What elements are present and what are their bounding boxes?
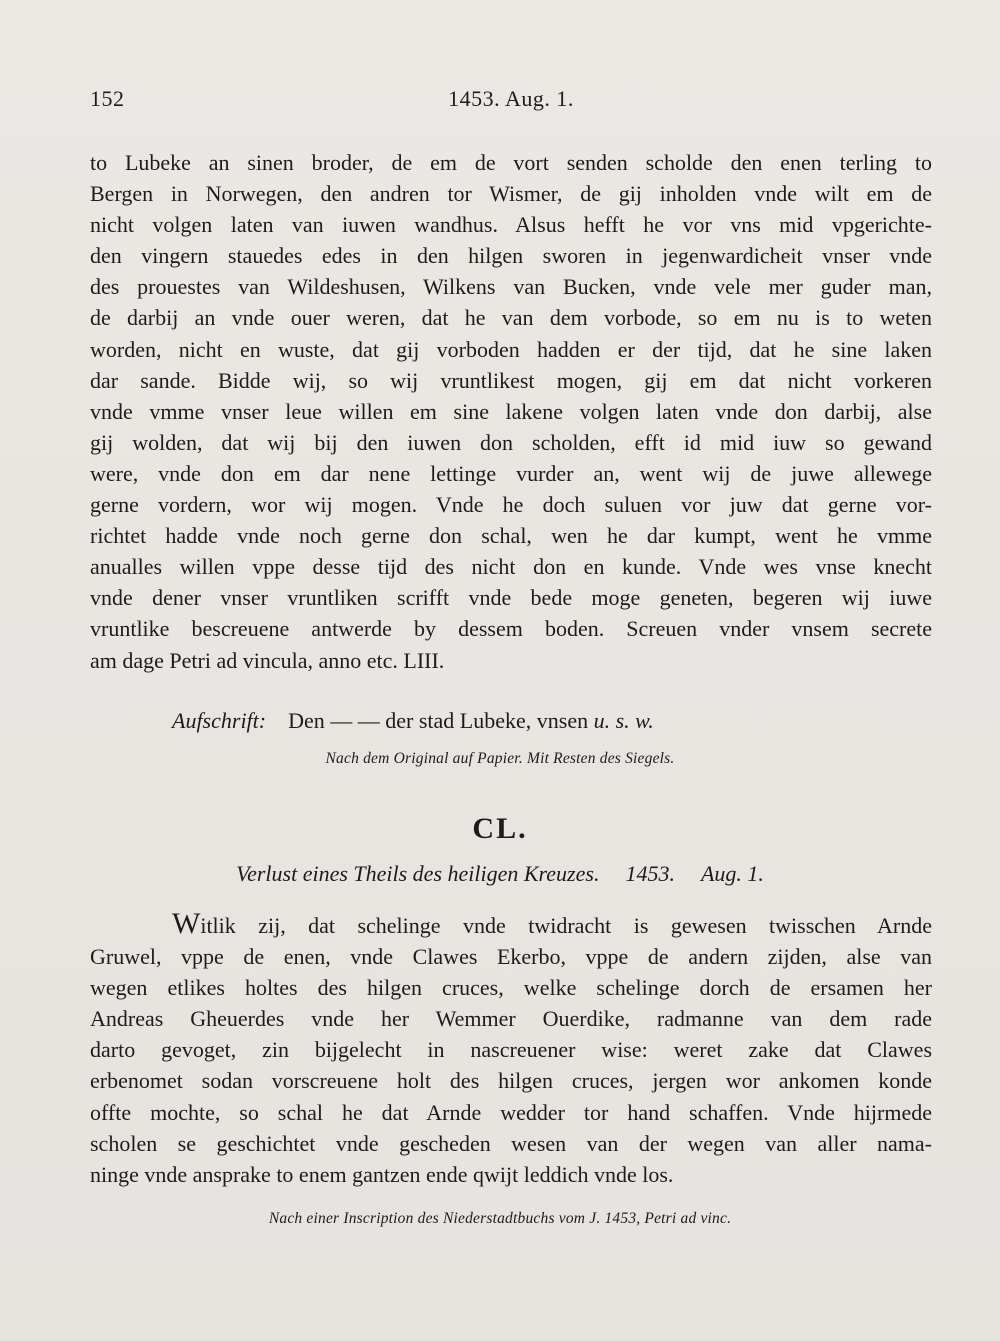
text-line: erbenomet sodan vorscreuene holt des hilgen cruces, jergen wor ankomen konde xyxy=(90,1068,932,1094)
text-line: des prouestes van Wildeshusen, Wilkens van Bucken, vnde vele mer guder man, xyxy=(90,274,932,300)
document-title-line xyxy=(0,861,1000,887)
document-text xyxy=(90,908,932,1190)
text-line xyxy=(90,908,932,941)
text-line: vruntlike bescreuene antwerde by dessem boden. Screuen vnder vnsem secrete xyxy=(90,616,932,642)
document-number: CL. xyxy=(472,812,528,845)
text-line-content: itlik zij, dat schelinge vnde twidracht is gewesen twisschen Arnde xyxy=(200,913,932,938)
document-date: Aug. 1. xyxy=(700,861,764,886)
letter-text xyxy=(90,147,932,676)
text-line: de darbij an vnde ouer weren, dat he van dem vorbode, so em nu is to weten xyxy=(90,305,932,331)
text-line: vnde vmme vnser leue willen em sine lakene volgen laten vnde don darbij, alse xyxy=(90,398,932,424)
text-line: Andreas Gheuerdes vnde her Wemmer Ouerdike, radmanne van dem rade xyxy=(90,1006,932,1032)
text-line: gij wolden, dat wij bij den iuwen don scholden, efft id mid iuw so gewand xyxy=(90,429,932,455)
text-line: were, vnde don em dar nene lettinge vurder an, went wij de juwe allewege xyxy=(90,460,932,486)
page-header xyxy=(90,86,932,116)
address-text: Den — — der stad Lubeke, vnsen xyxy=(288,708,594,733)
address-label: Aufschrift: xyxy=(172,708,267,733)
document-title: Verlust eines Theils des heiligen Kreuzes. xyxy=(236,861,600,886)
text-line: dar sande. Bidde wij, so wij vruntlikest mogen, gij em dat nicht vorkeren xyxy=(90,367,932,393)
address-abbreviation: u. s. w. xyxy=(593,708,654,733)
running-head: 1453. Aug. 1. xyxy=(448,86,574,111)
address-line xyxy=(172,708,676,734)
initial-letter: W xyxy=(172,907,201,940)
text-line: worden, nicht en wuste, dat gij vorboden hadden er der tijd, dat he sine laken xyxy=(90,336,932,362)
text-line: nicht volgen laten van iuwen wandhus. Alsus hefft he vor vns mid vpgerichte- xyxy=(90,212,932,238)
text-line: am dage Petri ad vincula, anno etc. LIII. xyxy=(90,647,445,673)
text-line: offte mochte, so schal he dat Arnde wedder tor hand schaffen. Vnde hijrmede xyxy=(90,1099,932,1125)
source-note: Nach einer Inscription des Niederstadtbuchs vom J. 1453, Petri ad vinc. xyxy=(268,1210,732,1227)
text-line: wegen etlikes holtes des hilgen cruces, welke schelinge dorch de ersamen her xyxy=(90,975,932,1001)
text-line: scholen se geschichtet vnde gescheden wesen van der wegen van aller nama- xyxy=(90,1130,932,1156)
document-year: 1453. xyxy=(625,861,675,886)
page-number: 152 xyxy=(90,86,125,111)
text-line: Bergen in Norwegen, den andren tor Wismer, de gij inholden vnde wilt em de xyxy=(90,181,932,207)
text-line: gerne vordern, wor wij mogen. Vnde he doch suluen vor juw dat gerne vor- xyxy=(90,492,932,518)
text-line: ninge vnde ansprake to enem gantzen ende qwijt leddich vnde los. xyxy=(90,1161,674,1187)
source-note: Nach dem Original auf Papier. Mit Resten des Siegels. xyxy=(325,750,675,767)
text-line: to Lubeke an sinen broder, de em de vort senden scholde den enen terling to xyxy=(90,150,932,175)
text-line: darto gevoget, zin bijgelecht in nascreuener wise: weret zake dat Clawes xyxy=(90,1037,932,1063)
text-line: Gruwel, vppe de enen, vnde Clawes Ekerbo, vppe de andern zijden, alse van xyxy=(90,944,932,970)
text-line: richtet hadde vnde noch gerne don schal, wen he dar kumpt, went he vmme xyxy=(90,523,932,549)
text-line: anualles willen vppe desse tijd des nicht don en kunde. Vnde wes vnse knecht xyxy=(90,554,932,580)
text-line: den vingern stauedes edes in den hilgen sworen in jegenwardicheit vnser vnde xyxy=(90,243,932,269)
text-line: vnde dener vnser vruntliken scrifft vnde bede moge geneten, begeren wij iuwe xyxy=(90,585,932,611)
